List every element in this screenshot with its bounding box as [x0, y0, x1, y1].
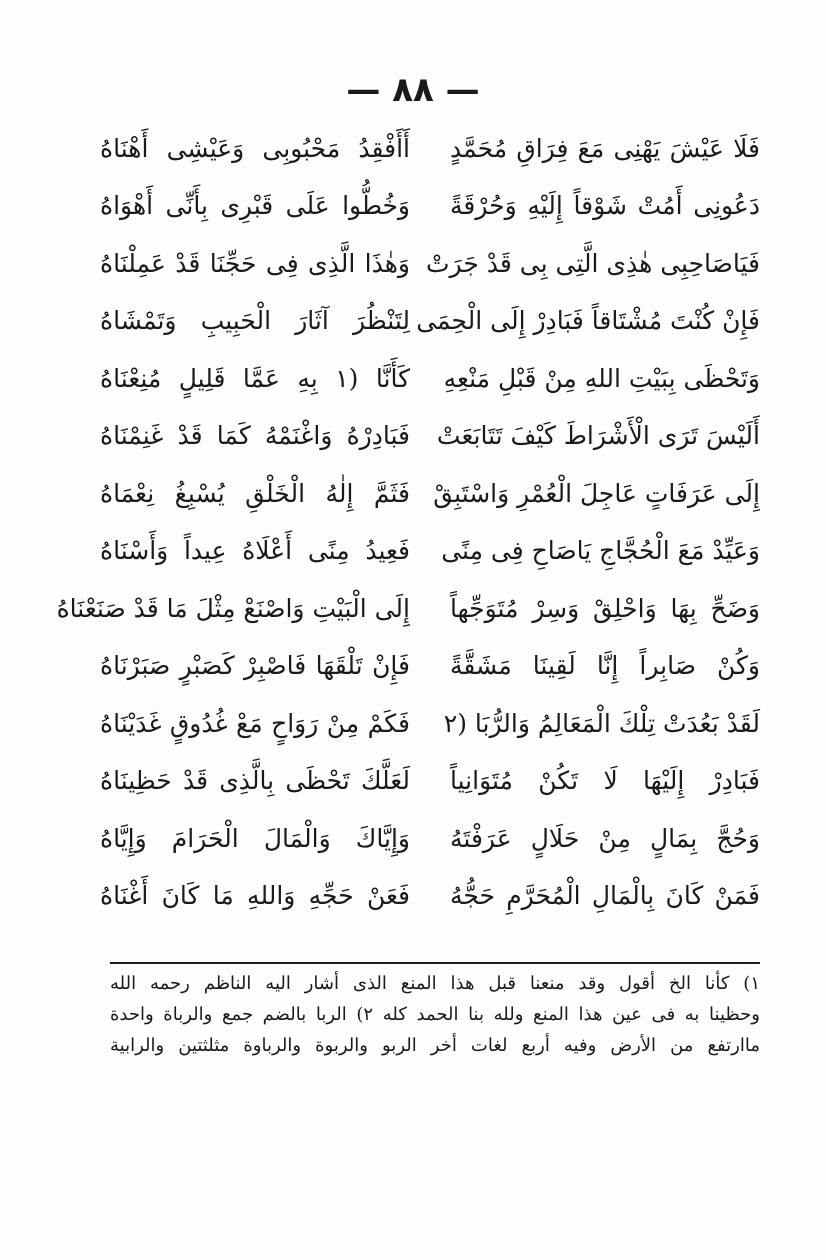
verse	[100, 868, 760, 926]
verse-second-hemistich: فَعِيدُ مِنًى أَعْلَاهُ عِيداً وَأَسْنَاهُ	[100, 536, 410, 566]
footnote-line: ١) كأنا الخ أقول وقد منعنا قبل هذا المنع الذى أشار اليه الناظم رحمه الله	[110, 973, 760, 994]
verse	[56, 580, 760, 638]
page-number: — ٨٨ —	[346, 70, 480, 110]
verse-second-hemistich: وَإِيَّاكَ وَالْمَالَ الْحَرَامَ وَإِيَّاهُ	[100, 823, 410, 853]
verse-first-hemistich: وَتَحْظَى بِبَيْتِ اللهِ مِنْ قَبْلِ مَنْعِهِ	[443, 363, 760, 393]
verse	[100, 408, 760, 466]
verse-second-hemistich: وَخُطُّوا عَلَى قَبْرِى بِأَنِّى أَهْوَاهُ	[100, 191, 410, 221]
verse	[100, 810, 760, 868]
verse-first-hemistich: فَلَا عَيْشَ يَهْنِى مَعَ فِرَاقِ مُحَمَّدٍ	[450, 133, 760, 163]
verse	[100, 120, 760, 178]
footnote-line: ماارتفع من الأرض وفيه أربع لغات أخر الربو والربوة والرباوة مثلثتين والرابية	[110, 1035, 760, 1056]
verse-first-hemistich: أَلَيْسَ تَرَى الْأَشْرَاطَ كَيْفَ تَتَابَعَتْ	[436, 421, 760, 451]
verse-first-hemistich: وَحُجَّ بِمَالٍ مِنْ حَلَالٍ عَرَفْتَهُ	[450, 823, 760, 853]
verse	[100, 695, 760, 753]
poem-body	[56, 120, 760, 925]
verse-first-hemistich: فَمَنْ كَانَ بِالْمَالِ الْمُحَرَّمِ حَجُّهُ	[450, 881, 760, 911]
verse-first-hemistich: وَكُنْ صَابِراً إِنَّا لَقِينَا مَشَقَّةً	[450, 651, 760, 681]
footnote-divider	[110, 962, 760, 964]
verse	[100, 465, 760, 523]
verse-first-hemistich: وَعَيِّدْ مَعَ الْحُجَّاجِ يَاصَاحِ فِى مِنًى	[441, 536, 760, 566]
verse-second-hemistich: فَثَمَّ إِلٰهُ الْخَلْقِ يُسْبِغُ نِعْمَاهُ	[100, 478, 410, 508]
verse-second-hemistich: أَأَفْقِدُ مَحْبُوبِى وَعَيْشِى أَهْنَاهُ	[100, 133, 410, 163]
verse-second-hemistich: إِلَى الْبَيْتِ وَاصْنَعْ مِثْلَ مَا قَدْ صَنَعْنَاهُ	[56, 593, 410, 623]
verse-first-hemistich: فَإِنْ كُنْتَ مُشْتَاقاً فَبَادِرْ إِلَى الْحِمَى	[416, 306, 760, 336]
verse-first-hemistich: إِلَى عَرَفَاتٍ عَاجِلَ الْعُمْرِ وَاسْتَبِقْ	[433, 478, 760, 508]
verse-second-hemistich: فَعَنْ حَجِّهِ وَاللهِ مَا كَانَ أَغْنَاهُ	[100, 881, 410, 911]
verse-second-hemistich: فَكَمْ مِنْ رَوَاحٍ مَعْ غُدُوقٍ غَدَيْنَاهُ	[100, 708, 410, 738]
verse	[100, 235, 760, 293]
footnote-line: وحظينا به فى عين هذا المنع ولله بنا الحمد كله ٢) الربا بالضم جمع والرباة واحدة	[110, 1004, 760, 1025]
verse-first-hemistich: وَضَحِّ بِهَا وَاحْلِقْ وَسِرْ مُتَوَجِّهاً	[450, 593, 760, 623]
verse-second-hemistich: فَإِنْ تَلْقَهَا فَاصْبِرْ كَصَبْرٍ صَبَرْنَاهُ	[100, 651, 410, 681]
verse-second-hemistich: كَأَنَّا (١ بِهِ عَمَّا قَلِيلٍ مُنِعْنَاهُ	[100, 363, 410, 393]
verse-second-hemistich: لِتَنْظُرَ آثَارَ الْحَبِيبِ وَتَمْشَاهُ	[100, 306, 410, 336]
verse-second-hemistich: فَبَادِرْهُ وَاغْنَمْهُ كَمَا قَدْ غَنِمْنَاهُ	[100, 421, 410, 451]
verse	[100, 523, 760, 581]
verse	[100, 178, 760, 236]
verse-first-hemistich: فَبَادِرْ إِلَيْهَا لَا تَكُنْ مُتَوَانِياً	[450, 766, 760, 796]
verse	[100, 293, 760, 351]
verse	[100, 638, 760, 696]
verse-first-hemistich: فَيَاصَاحِبِى هٰذِى الَّتِى بِى قَدْ جَرَتْ	[426, 248, 760, 278]
footnotes	[110, 968, 760, 1061]
verse-first-hemistich: دَعُونِى أَمُتْ شَوْقاً إِلَيْهِ وَحُرْقَةً	[450, 191, 760, 221]
verse	[100, 753, 760, 811]
verse-second-hemistich: لَعَلَّكَ تَحْظَى بِالَّذِى قَدْ حَظِينَاهُ	[100, 766, 410, 796]
verse-first-hemistich: لَقَدْ بَعُدَتْ تِلْكَ الْمَعَالِمُ وَالرُّبَا (٢	[443, 708, 760, 738]
verse-second-hemistich: وَهٰذَا الَّذِى فِى حَجِّنَا قَدْ عَمِلْنَاهُ	[100, 248, 410, 278]
verse	[100, 350, 760, 408]
